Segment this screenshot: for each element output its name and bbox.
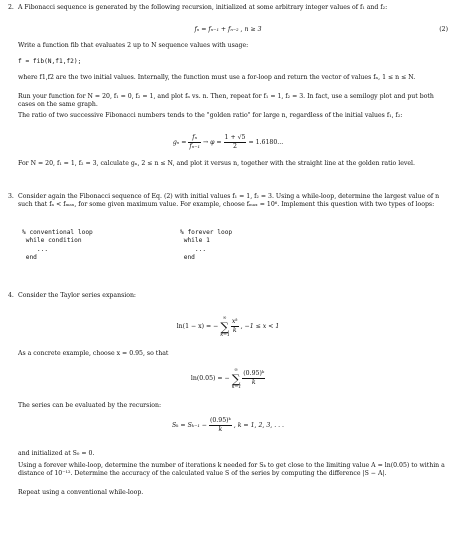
- q4-paragraph-3: The series can be evaluated by the recursion:: [18, 402, 162, 409]
- q4-paragraph-6: Repeat using a conventional while-loop.: [18, 489, 144, 496]
- forever-loop-code: % forever loop while 1 ... end: [180, 229, 233, 262]
- equation-number: (2): [439, 26, 448, 33]
- question-3: [8, 193, 448, 283]
- q4-paragraph-1: Consider the Taylor series expansion:: [18, 292, 137, 299]
- summation-sign: ∑ ∞ k=1: [220, 315, 230, 338]
- question-number: 4.: [8, 292, 14, 299]
- conventional-loop-code: % conventional loop while condition ... end: [22, 229, 93, 262]
- golden-ratio-equation: gₙ = $\frac{\text{fₙ}}{\text{fₙ₋₁}}$ → φ = $\frac{1 + √5}{2}$ = 1.6180...: [172, 134, 284, 150]
- q2-paragraph-3: Run your function for N = 20, f₁ = 0, f₂ = 1, and plot fₙ vs. n. Then, repeat for f₁ = 1, f₂ = 3. In fact, use a semilogy plot and put both cases on the same graph.: [18, 93, 434, 109]
- ln-005-series-equation: ln(0.05) = − ∑ ∞ k=1 $\frac{\text{(0.95)ᵏ}}{k}$: [190, 367, 265, 390]
- q2-paragraph-2: where f1,f2 are the two initial values. Internally, the function must use a for-loop and return the vector of values fₙ, 1 ≤ n ≤ N.: [18, 74, 416, 81]
- q2-paragraph-1: Write a function fib that evaluates 2 up to N sequence values with usage:: [18, 42, 249, 49]
- fibonacci-recursion-equation: fₙ = fₙ₋₁ + fₙ₋₂ , n ≥ 3: [194, 26, 262, 33]
- question-4: [8, 292, 448, 548]
- question-number: 2.: [8, 4, 14, 11]
- taylor-series-equation: ln(1 − x) = − ∑ ∞ k=1 $\frac{\text{xᵏ}}{k}$ , −1 ≤ x < 1: [176, 315, 280, 338]
- q2-paragraph-4: The ratio of two successive Fibonacci numbers tends to the "golden ratio" for large n, regardless of the initial values f₁, f₂:: [18, 112, 403, 119]
- question-number: 3.: [8, 193, 14, 200]
- q3-paragraph-1: Consider again the Fibonacci sequence of Eq. (2) with initial values f₁ = 1, f₂ = 3. Using a while-loop, determine the largest value of n such that fₙ < fₘₐₓ, for some given maximum value. For example, choose fₘₐₓ = 10⁶. Implement this question with two types of loops:: [18, 193, 440, 209]
- recursion-equation: Sₖ = Sₖ₋₁ − $\frac{\text{(0.95)ᵏ}}{k}$ , k = 1, 2, 3, . . .: [171, 417, 285, 433]
- q2-intro: A Fibonacci sequence is generated by the following recursion, initialized at some arbitrary integer values of f₁ and f₂:: [18, 4, 388, 11]
- q4-paragraph-4: and initialized at S₀ = 0.: [18, 450, 95, 457]
- q4-paragraph-5: Using a forever while-loop, determine the number of iterations k needed for Sₖ to get close to the limiting value A = ln(0.05) to within a distance of 10⁻¹². Determine the accuracy of the calculated value S of the series by computing the difference |S − A|.: [18, 462, 445, 478]
- q2-paragraph-5: For N = 20, f₁ = 1, f₂ = 3, calculate gₙ, 2 ≤ n ≤ N, and plot it versus n, together with the straight line at the golden ratio level.: [18, 160, 415, 167]
- fib-usage-code: f = fib(N,f1,f2);: [18, 58, 82, 65]
- summation-sign: ∑ ∞ k=1: [231, 367, 242, 390]
- q4-paragraph-2: As a concrete example, choose x = 0.95, so that: [18, 350, 169, 357]
